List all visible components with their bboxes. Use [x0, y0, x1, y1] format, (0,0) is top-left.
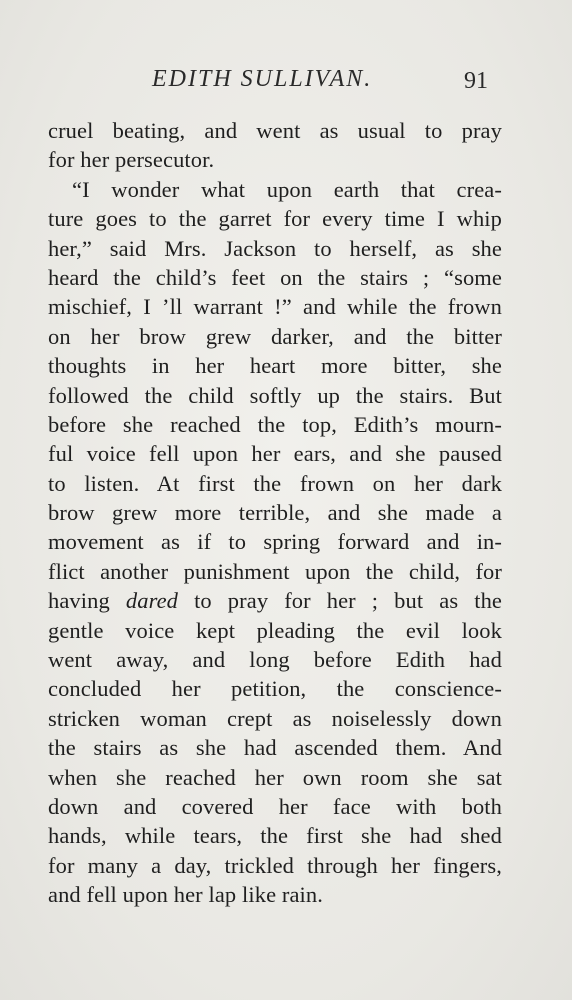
page-number: 91 [464, 68, 488, 94]
text-line: when she reached her own room she sat [48, 764, 502, 790]
text-line: concluded her petition, the conscience- [48, 676, 502, 702]
text-line: brow grew more terrible, and she made a [48, 500, 502, 526]
text-line: gentle voice kept pleading the evil look [48, 617, 502, 643]
text-line: her,” said Mrs. Jackson to herself, as she [48, 235, 502, 261]
body-text [48, 116, 502, 910]
text-line-with-italic [48, 586, 502, 615]
text-line: mischief, I ’ll warrant !” and while the frown [48, 294, 502, 320]
text-line: ture goes to the garret for every time I whip [48, 206, 502, 232]
running-title: EDITH SULLIVAN. [152, 66, 373, 92]
text-line: stricken woman crept as noiselessly down [48, 705, 502, 731]
text-line: the stairs as she had ascended them. And [48, 735, 502, 761]
text-line: cruel beating, and went as usual to pray [48, 118, 502, 143]
text-line: to listen. At first the frown on her dark [48, 470, 502, 496]
text-fragment: having [48, 588, 126, 614]
text-line: flict another punishment upon the child, for [48, 558, 502, 584]
text-line: for her persecutor. [48, 147, 215, 173]
text-line: before she reached the top, Edith’s mourn- [48, 411, 502, 437]
text-line: on her brow grew darker, and the bitter [48, 323, 502, 349]
text-line: ful voice fell upon her ears, and she paused [48, 441, 502, 467]
text-line: movement as if to spring forward and in- [48, 529, 502, 555]
text-fragment: to pray for her ; but as the [178, 588, 502, 614]
text-line: “I wonder what upon earth that crea- [72, 176, 502, 202]
page-header [0, 66, 572, 102]
text-line: went away, and long before Edith had [48, 647, 502, 673]
text-line: followed the child softly up the stairs. But [48, 382, 502, 408]
text-line: for many a day, trickled through her fingers, [48, 852, 502, 878]
italic-word: dared [125, 588, 179, 614]
text-line: hands, while tears, the first she had shed [48, 823, 502, 849]
text-line: down and covered her face with both [48, 793, 502, 819]
text-line: thoughts in her heart more bitter, she [48, 353, 502, 379]
text-line: heard the child’s feet on the stairs ; “some [48, 264, 502, 290]
text-line: and fell upon her lap like rain. [48, 882, 323, 908]
